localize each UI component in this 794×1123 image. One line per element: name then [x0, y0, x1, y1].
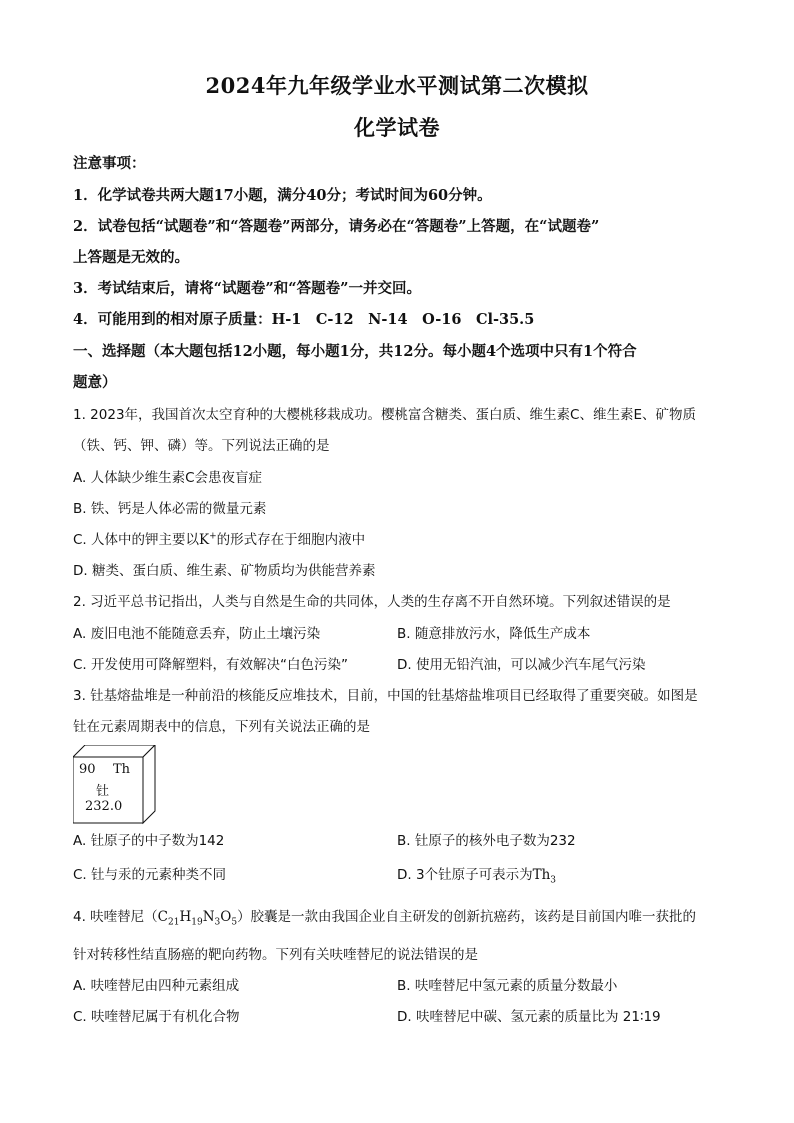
formula-element: H	[179, 909, 192, 925]
section-heading: 一、选择题（本大题包括12小题，每小题1分，共12分。每小题4个选项中只有1个符合	[73, 343, 637, 360]
exam-title: 2024年九年级学业水平测试第二次模拟	[205, 73, 589, 98]
thorium-formula	[532, 867, 557, 886]
q1-stem-cont: （铁、钙、钾、磷）等。下列说法正确的是	[73, 438, 330, 454]
q3-stem-cont: 钍在元素周期表中的信息，下列有关说法正确的是	[73, 719, 370, 735]
q4-option-a: A. 呋喹替尼由四种元素组成	[73, 978, 240, 994]
q3-option-d-text: D. 3个钍原子可表示为	[397, 867, 533, 883]
note-item: 1．化学试卷共两大题17小题，满分40分；考试时间为60分钟。	[73, 187, 492, 204]
note-item: 3．考试结束后，请将“试题卷”和“答题卷”一并交回。	[73, 280, 421, 297]
q3-option-b: B. 钍原子的核外电子数为232	[397, 833, 576, 849]
formula-subscript: 5	[231, 917, 238, 928]
element-name: 钍	[96, 784, 110, 799]
q2-option-a: A. 废旧电池不能随意丢弃，防止土壤污染	[73, 626, 321, 642]
q3-option-c: C. 钍与汞的元素种类不同	[73, 867, 227, 883]
element-symbol: Th	[113, 762, 131, 777]
q4-option-d: D. 呋喹替尼中碳、氢元素的质量比为 21∶19	[397, 1009, 661, 1025]
q2-option-b: B. 随意排放污水，降低生产成本	[397, 626, 591, 642]
formula-subscript: 3	[214, 917, 221, 928]
q4-stem-text: 4. 呋喹替尼（	[73, 909, 158, 925]
atomic-mass: 232.0	[85, 799, 123, 814]
formula-element: C	[157, 909, 169, 925]
q1-stem: 1. 2023年，我国首次太空育种的大樱桃移栽成功。樱桃富含糖类、蛋白质、维生素C、维生素E、矿物质	[73, 407, 696, 423]
potassium-ion	[199, 532, 217, 548]
q1-option-c-text: C. 人体中的钾主要以	[73, 532, 200, 548]
q3-option-a: A. 钍原子的中子数为142	[73, 833, 225, 849]
note-item: 2．试卷包括“试题卷”和“答题卷”两部分，请务必在“答题卷”上答题，在“试题卷”	[73, 218, 600, 235]
fruquintinib-formula	[157, 909, 238, 928]
formula-element: N	[202, 909, 215, 925]
q3-stem: 3. 钍基熔盐堆是一种前沿的核能反应堆技术，目前，中国的钍基熔盐堆项目已经取得了重要突破。如图是	[73, 688, 698, 704]
formula-subscript: 19	[191, 917, 203, 928]
q4-stem	[73, 905, 733, 928]
exam-subtitle: 化学试卷	[354, 115, 440, 140]
q1-option-d: D. 糖类、蛋白质、维生素、矿物质均为供能营养素	[73, 563, 376, 579]
q1-option-a: A. 人体缺少维生素C会患夜盲症	[73, 470, 263, 486]
q1-option-b: B. 铁、钙是人体必需的微量元素	[73, 501, 267, 517]
q1-option-c-text-end: 的形式存在于细胞内液中	[216, 532, 366, 548]
q4-stem-text-end: ）胶囊是一款由我国企业自主研发的创新抗癌药，该药是目前国内唯一获批的	[237, 909, 697, 925]
ion-symbol: K	[199, 532, 210, 548]
note-item: 上答题是无效的。	[73, 249, 189, 266]
formula-element: O	[220, 909, 232, 925]
q3-option-d	[397, 863, 556, 886]
section-heading-cont: 题意）	[73, 374, 117, 391]
ion-charge: +	[209, 531, 217, 542]
atomic-number: 90	[79, 762, 96, 777]
periodic-table-cell	[73, 745, 163, 825]
notes-heading: 注意事项：	[73, 155, 146, 172]
q4-option-c: C. 呋喹替尼属于有机化合物	[73, 1009, 240, 1025]
q4-option-b: B. 呋喹替尼中氢元素的质量分数最小	[397, 978, 618, 994]
q2-option-c: C. 开发使用可降解塑料，有效解决“白色污染”	[73, 657, 348, 673]
q2-option-d: D. 使用无铅汽油，可以减少汽车尾气污染	[397, 657, 646, 673]
q1-option-c	[73, 528, 733, 548]
formula-subscript: 21	[168, 917, 180, 928]
q4-stem-cont: 针对转移性结直肠癌的靶向药物。下列有关呋喹替尼的说法错误的是	[73, 947, 478, 963]
note-item: 4．可能用到的相对原子质量：H-1 C-12 N-14 O-16 Cl-35.5	[73, 311, 535, 328]
formula-subscript: 3	[550, 875, 557, 886]
formula-symbol: Th	[532, 867, 551, 883]
q2-stem: 2. 习近平总书记指出，人类与自然是生命的共同体，人类的生存离不开自然环境。下列叙述错误的是	[73, 594, 671, 610]
